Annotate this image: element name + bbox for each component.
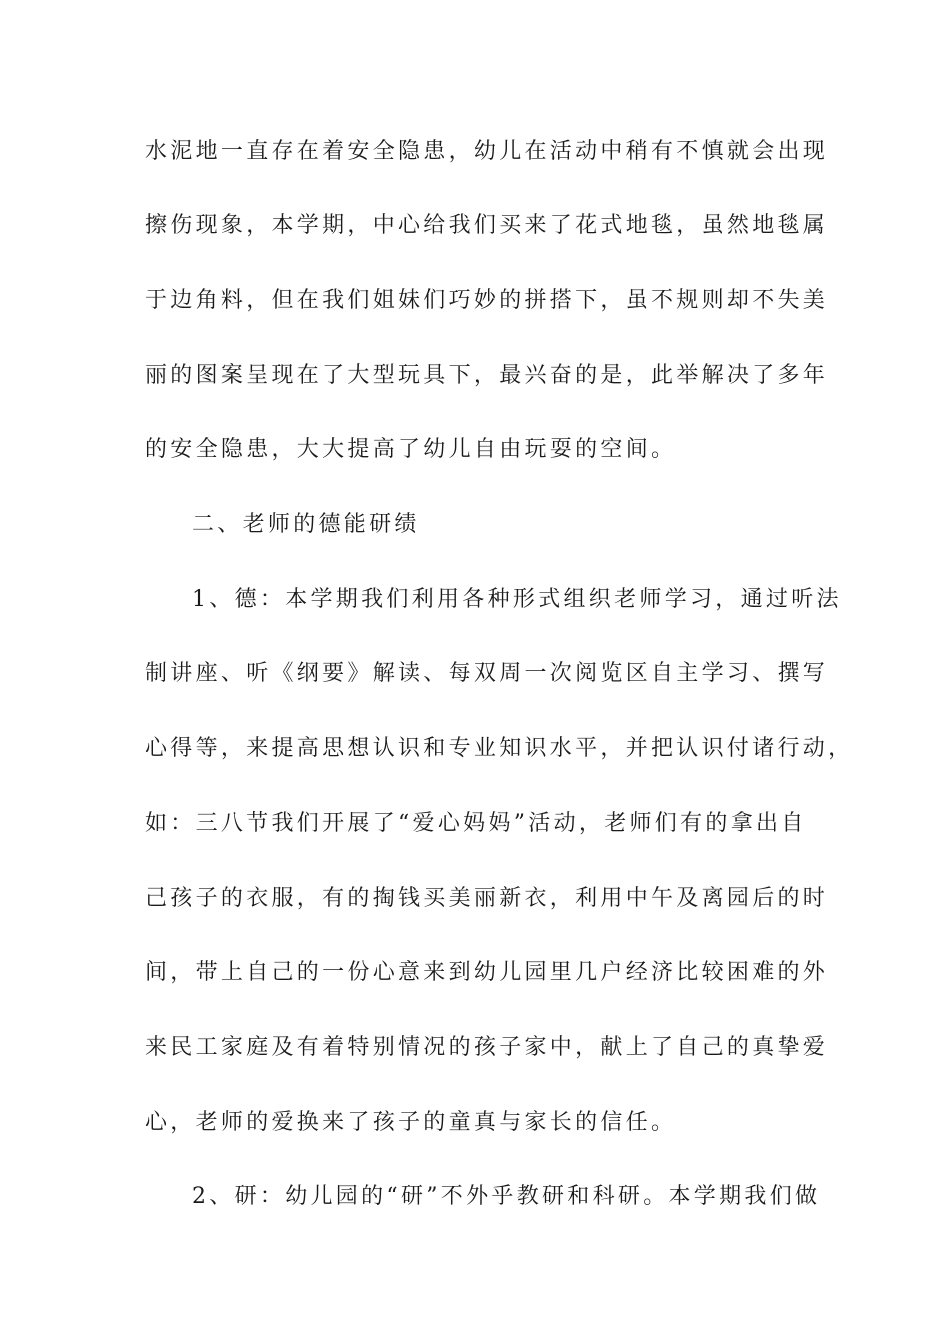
text-line: 于边角料，但在我们姐妹们巧妙的拼搭下，虽不规则却不失美 (145, 288, 829, 313)
text-line: 间，带上自己的一份心意来到幼儿园里几户经济比较困难的外 (145, 960, 829, 985)
text-line: 的安全隐患，大大提高了幼儿自由玩耍的空间。 (145, 437, 677, 462)
text-line: 擦伤现象，本学期，中心给我们买来了花式地毯，虽然地毯属 (145, 213, 829, 238)
text-line: 制讲座、听《纲要》解读、每双周一次阅览区自主学习、撰写 (145, 661, 829, 686)
text-line: 心得等，来提高思想认识和专业知识水平，并把认识付诸行动， (145, 736, 854, 761)
paragraph-start: 2、研：幼儿园的“研”不外乎教研和科研。本学期我们做 (192, 1184, 821, 1209)
text-line: 心，老师的爱换来了孩子的童真与家长的信任。 (145, 1110, 677, 1135)
section-heading: 二、老师的德能研绩 (192, 512, 420, 537)
text-line: 如：三八节我们开展了“爱心妈妈”活动，老师们有的拿出自 (145, 811, 807, 836)
paragraph-start: 1、德：本学期我们利用各种形式组织老师学习，通过听法 (192, 587, 842, 612)
text-line: 己孩子的衣服，有的掏钱买美丽新衣，利用中午及离园后的时 (145, 886, 829, 911)
text-line: 来民工家庭及有着特别情况的孩子家中，献上了自己的真挚爱 (145, 1035, 829, 1060)
text-line: 丽的图案呈现在了大型玩具下，最兴奋的是，此举解决了多年 (145, 363, 829, 388)
text-line: 水泥地一直存在着安全隐患，幼儿在活动中稍有不慎就会出现 (145, 139, 829, 164)
